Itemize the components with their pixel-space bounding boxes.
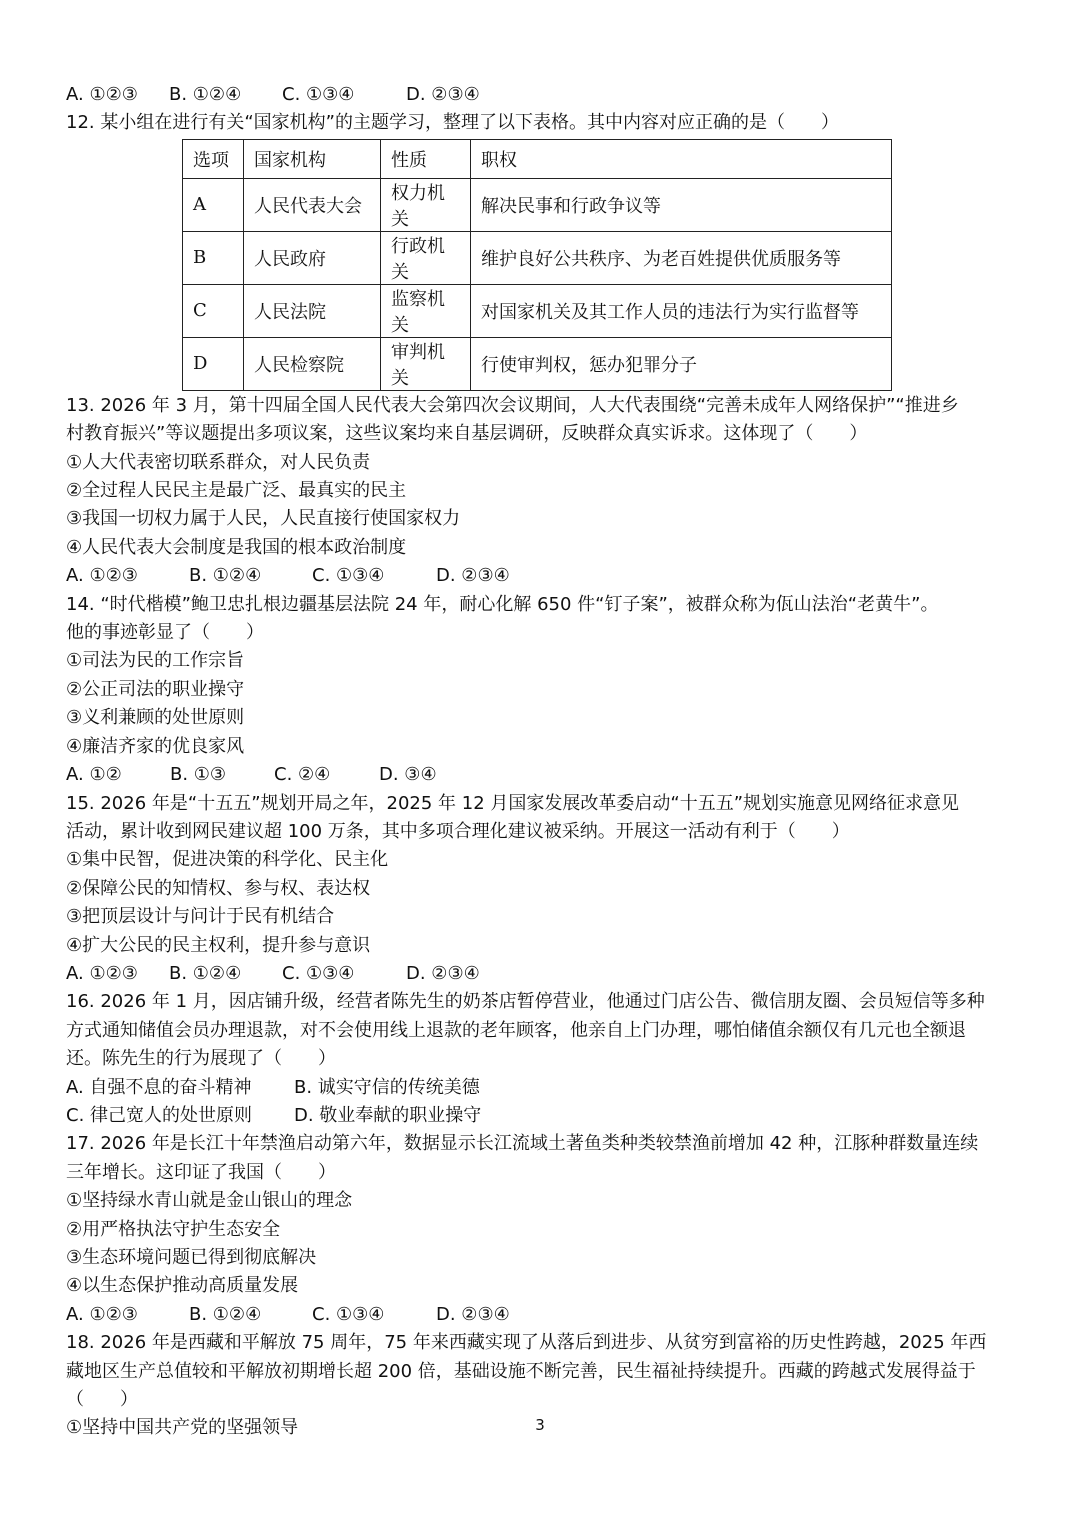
q17-option: ③生态环境问题已得到彻底解决 (66, 1247, 317, 1268)
q11-choice-b: B. ①②④ (169, 84, 242, 105)
q11-choice-a: A. ①②③ (66, 84, 138, 105)
q14-stem-line1: 14. “时代楷模”鲍卫忠扎根边疆基层法院 24 年，耐心化解 650 件“钉子案”，被群众称为佤山法治“老黄牛”。 (66, 593, 939, 615)
table-cell: 维护良好公共秩序、为老百姓提供优质服务等 (471, 231, 892, 284)
q17-option: ④以生态保护推动高质量发展 (66, 1275, 299, 1297)
q14-choice-d: D. ③④ (379, 764, 437, 786)
table-cell: 行使审判权，惩办犯罪分子 (471, 337, 892, 390)
q14-option: ②公正司法的职业操守 (66, 678, 245, 700)
q17-choice-a: A. ①②③ (66, 1303, 138, 1325)
table-header-row (183, 139, 892, 178)
q16-choice-d: D. 敬业奉献的职业操守 (294, 1104, 482, 1126)
q13-choice-b: B. ①②④ (189, 565, 262, 587)
table-cell: 权力机关 (381, 178, 471, 231)
q15-choice-a: A. ①②③ (66, 962, 138, 984)
table-cell: C (183, 284, 244, 337)
q16-choice-c: C. 律己宽人的处世原则 (66, 1104, 253, 1126)
q16-stem-line1: 16. 2026 年 1 月，因店铺升级，经营者陈先生的奶茶店暂停营业，他通过门店公告、微信朋友圈、会员短信等多种 (66, 991, 985, 1013)
q13-stem-line1: 13. 2026 年 3 月，第十四届全国人民代表大会第四次会议期间，人大代表围绕“完善未成年人网络保护”“推进乡 (66, 394, 959, 416)
q15-option: ③把顶层设计与问计于民有机结合 (66, 906, 335, 928)
q13-choice-c: C. ①③④ (312, 565, 385, 587)
q17-option: ②用严格执法守护生态安全 (66, 1218, 281, 1240)
q15-stem-line1: 15. 2026 年是“十五五”规划开局之年，2025 年 12 月国家发展改革委启动“十五五”规划实施意见网络征求意见 (66, 792, 960, 814)
q13-choice-d: D. ②③④ (436, 565, 510, 587)
q13-stem-line2: 村教育振兴”等议题提出多项议案，这些议案均来自基层调研，反映群众真实诉求。这体现了（ ） (66, 423, 868, 445)
q13-choices (66, 562, 1018, 590)
table-header-cell: 选项 (183, 139, 244, 178)
q14-stem-line2: 他的事迹彰显了（ ） (66, 622, 264, 644)
table-cell: 对国家机关及其工作人员的违法行为实行监督等 (471, 284, 892, 337)
table-header-cell: 国家机构 (244, 139, 381, 178)
q17-option: ①坚持绿水青山就是金山银山的理念 (66, 1190, 353, 1212)
q11-choices (66, 81, 1018, 109)
table-row (183, 178, 892, 231)
q15-choice-c: C. ①③④ (282, 962, 355, 984)
table-cell: D (183, 337, 244, 390)
q13-option: ③我国一切权力属于人民，人民直接行使国家权力 (66, 508, 461, 530)
q11-choice-c: C. ①③④ (282, 84, 355, 105)
q17-choices (66, 1301, 1018, 1329)
q18-stem-line3: （ ） (66, 1389, 138, 1411)
question-content (66, 81, 1018, 1443)
q15-option: ①集中民智，促进决策的科学化、民主化 (66, 849, 389, 871)
table-cell: 人民代表大会 (244, 178, 381, 231)
page-number: 3 (535, 1416, 545, 1434)
table-row (183, 231, 892, 284)
q17-choice-b: B. ①②④ (189, 1303, 262, 1325)
table-cell: A (183, 178, 244, 231)
q18-option: ①坚持中国共产党的坚强领导 (66, 1417, 299, 1439)
q16-stem-line3: 还。陈先生的行为展现了（ ） (66, 1048, 336, 1070)
q14-option: ①司法为民的工作宗旨 (66, 650, 245, 672)
table-cell: 人民法院 (244, 284, 381, 337)
table-row (183, 337, 892, 390)
table-cell: 人民检察院 (244, 337, 381, 390)
table-cell: B (183, 231, 244, 284)
q16-choice-b: B. 诚实守信的传统美德 (294, 1076, 480, 1098)
q13-option: ①人大代表密切联系群众，对人民负责 (66, 451, 371, 473)
q14-choice-c: C. ②④ (274, 764, 331, 786)
q17-stem-line1: 17. 2026 年是长江十年禁渔启动第六年，数据显示长江流域土著鱼类种类较禁渔前增加 42 种，江豚种群数量连续 (66, 1133, 979, 1155)
q15-stem-line2: 活动，累计收到网民建议超 100 万条，其中多项合理化建议被采纳。开展这一活动有利于（ ） (66, 820, 850, 842)
q11-choice-d: D. ②③④ (406, 84, 480, 105)
q14-choice-b: B. ①③ (170, 764, 227, 786)
table-cell: 行政机关 (381, 231, 471, 284)
q14-choices (66, 761, 1018, 789)
table-header-cell: 性质 (381, 139, 471, 178)
q12-stem: 12. 某小组在进行有关“国家机构”的主题学习，整理了以下表格。其中内容对应正确的是（ ） (66, 112, 839, 134)
q16-stem-line2: 方式通知储值会员办理退款，对不会使用线上退款的老年顾客，他亲自上门办理，哪怕储值余额仅有几元也全额退 (66, 1019, 966, 1041)
table-row (183, 284, 892, 337)
q13-option: ④人民代表大会制度是我国的根本政治制度 (66, 536, 407, 558)
q17-choice-d: D. ②③④ (436, 1303, 510, 1325)
q15-choice-d: D. ②③④ (406, 962, 480, 984)
q18-stem-line2: 藏地区生产总值较和平解放初期增长超 200 倍，基础设施不断完善，民生福祉持续提升。西藏的跨越式发展得益于 (66, 1360, 976, 1382)
table-cell: 审判机关 (381, 337, 471, 390)
q15-choice-b: B. ①②④ (169, 962, 242, 984)
table-cell: 解决民事和行政争议等 (471, 178, 892, 231)
q13-option: ②全过程人民民主是最广泛、最真实的民主 (66, 480, 407, 502)
q14-option: ④廉洁齐家的优良家风 (66, 735, 245, 757)
table-cell: 人民政府 (244, 231, 381, 284)
q16-choices-row2 (66, 1102, 1018, 1130)
q13-choice-a: A. ①②③ (66, 565, 138, 587)
table-cell: 监察机关 (381, 284, 471, 337)
table-header-cell: 职权 (471, 139, 892, 178)
q16-choice-a: A. 自强不息的奋斗精神 (66, 1076, 252, 1098)
q18-stem-line1: 18. 2026 年是西藏和平解放 75 周年，75 年来西藏实现了从落后到进步、从贫穷到富裕的历史性跨越，2025 年西 (66, 1332, 987, 1354)
q14-choice-a: A. ①② (66, 764, 122, 786)
q14-option: ③义利兼顾的处世原则 (66, 707, 245, 729)
q15-option: ②保障公民的知情权、参与权、表达权 (66, 877, 371, 899)
state-organ-table (182, 139, 892, 391)
q16-choices-row1 (66, 1074, 1018, 1102)
q17-stem-line2: 三年增长。这印证了我国（ ） (66, 1161, 336, 1183)
q17-choice-c: C. ①③④ (312, 1303, 385, 1325)
q15-choices (66, 960, 1018, 988)
q15-option: ④扩大公民的民主权利，提升参与意识 (66, 934, 371, 956)
